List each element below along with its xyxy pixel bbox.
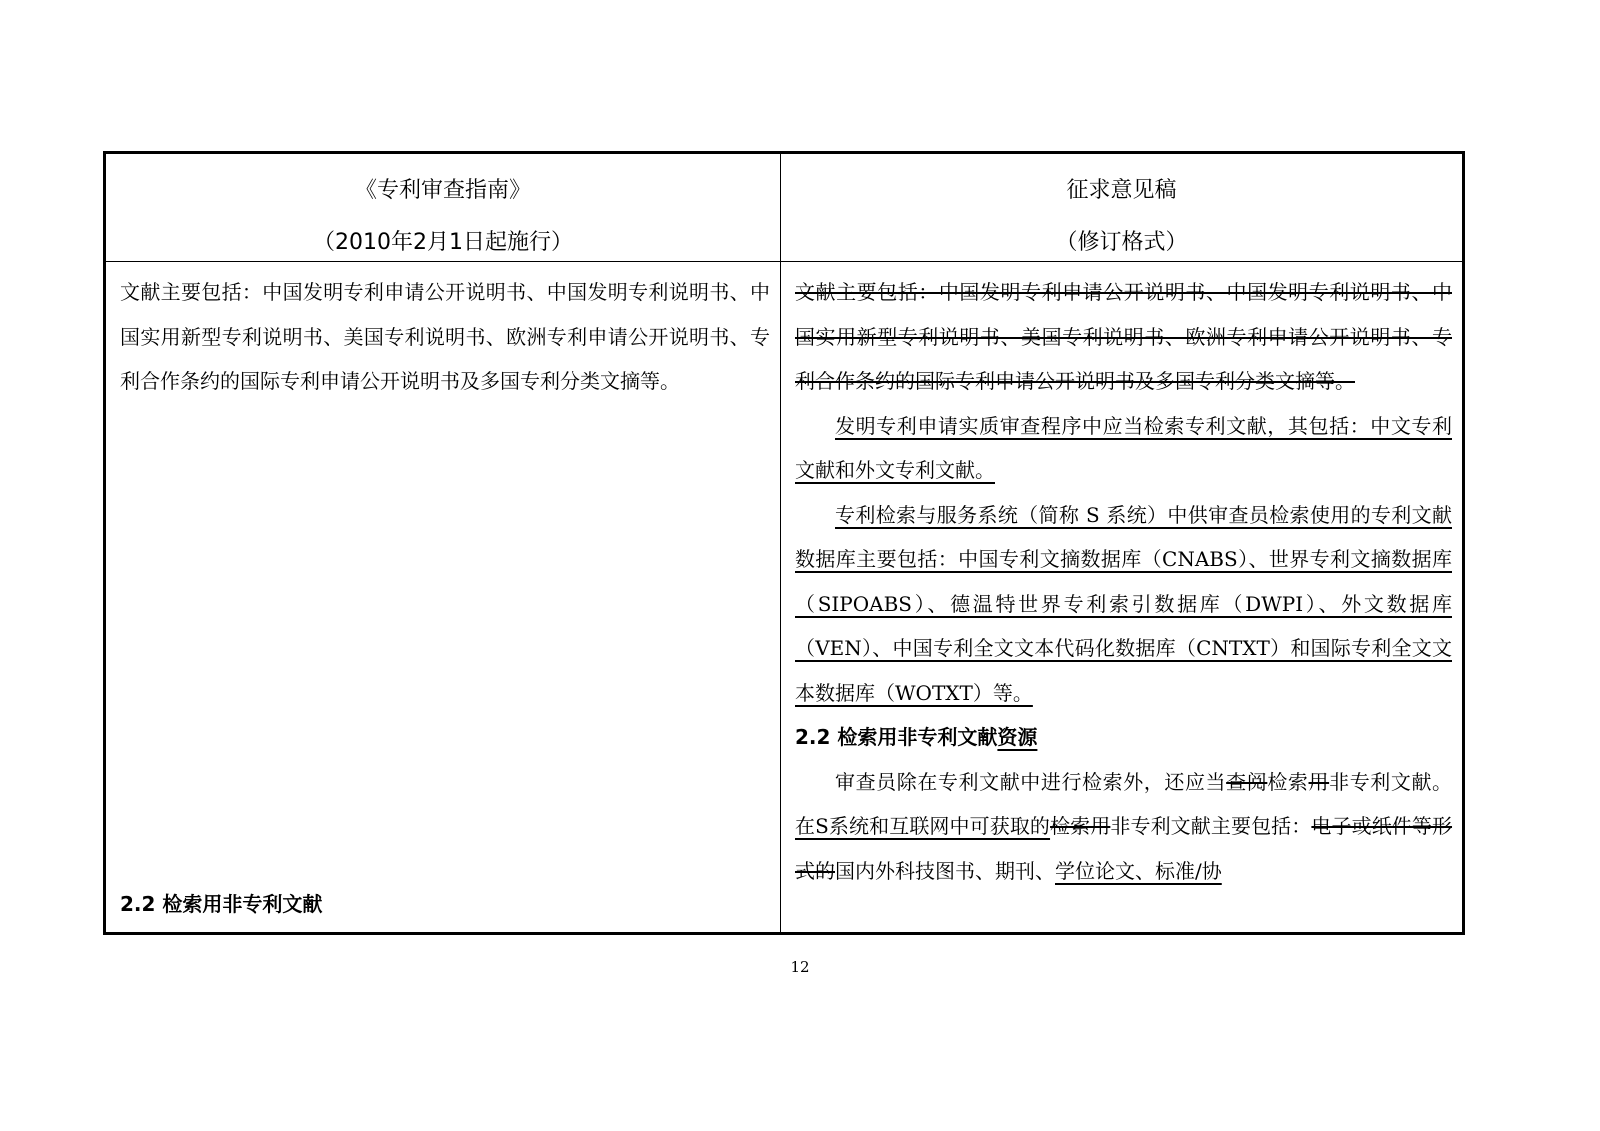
text-segment: 非专利文献主要包括： <box>1110 814 1312 838</box>
text-segment: 非专利文献。 <box>1329 769 1453 794</box>
left-header-title: 《专利审查指南》 <box>354 178 531 203</box>
left-body <box>106 262 780 404</box>
right-column <box>781 154 1462 932</box>
right-header <box>781 154 1462 262</box>
text-segment: 国内外科技图书、期刊、 <box>835 858 1055 883</box>
inserted-segment: 学位论文、标准/协 <box>1055 858 1222 883</box>
left-header-subtitle: （2010年2月1日起施行） <box>313 230 573 255</box>
revised-paragraph <box>795 760 1452 894</box>
inserted-segment: 在S系统和互联网中可获取的 <box>795 814 1051 838</box>
inserted-paragraph-1: 发明专利申请实质审查程序中应当检索专利文献，其包括：中文专利文献和外文专利文献。 <box>795 413 1452 482</box>
right-body <box>781 262 1462 893</box>
text-segment: 检索 <box>1267 769 1309 794</box>
comparison-table <box>103 151 1465 935</box>
left-header <box>106 154 780 262</box>
deleted-segment: 检索用 <box>1050 814 1111 838</box>
deleted-paragraph: 文献主要包括：中国发明专利申请公开说明书、中国发明专利说明书、中国实用新型专利说明书、美国专利说明书、欧洲专利申请公开说明书、专利合作条约的国际专利申请公开说明书及多国专利分类文摘等。 <box>795 280 1452 393</box>
deleted-segment: 用 <box>1308 769 1330 794</box>
inserted-paragraph-2: 专利检索与服务系统（简称 S 系统）中供审查员检索使用的专利文献数据库主要包括：中国专利文摘数据库（CNABS）、世界专利文摘数据库（SIPOABS）、德温特世界专利索引数据库（DWPI）、外文数据库（VEN）、中国专利全文文本代码化数据库（CNTXT）和国际专利全文文本数据库（WOTXT）等。 <box>795 502 1452 705</box>
text-segment: 审查员除在专利文献中进行检索外，还应当 <box>835 769 1227 794</box>
page-number: 12 <box>790 958 810 976</box>
left-column <box>106 154 781 932</box>
heading-main: 2.2 检索用非专利文献 <box>795 725 998 749</box>
right-section-heading <box>795 715 1452 760</box>
heading-added: 资源 <box>997 725 1038 749</box>
right-header-title: 征求意见稿 <box>1066 178 1177 203</box>
deleted-segment: 查阅 <box>1226 769 1268 794</box>
deleted-segment: 电子或纸件等形式的 <box>795 814 1453 883</box>
left-paragraph: 文献主要包括：中国发明专利申请公开说明书、中国发明专利说明书、中国实用新型专利说明书、美国专利说明书、欧洲专利申请公开说明书、专利合作条约的国际专利申请公开说明书及多国专利分类文摘等。 <box>120 280 770 393</box>
right-header-subtitle: （修订格式） <box>1055 230 1188 255</box>
left-section-heading: 2.2 检索用非专利文献 <box>120 892 323 916</box>
